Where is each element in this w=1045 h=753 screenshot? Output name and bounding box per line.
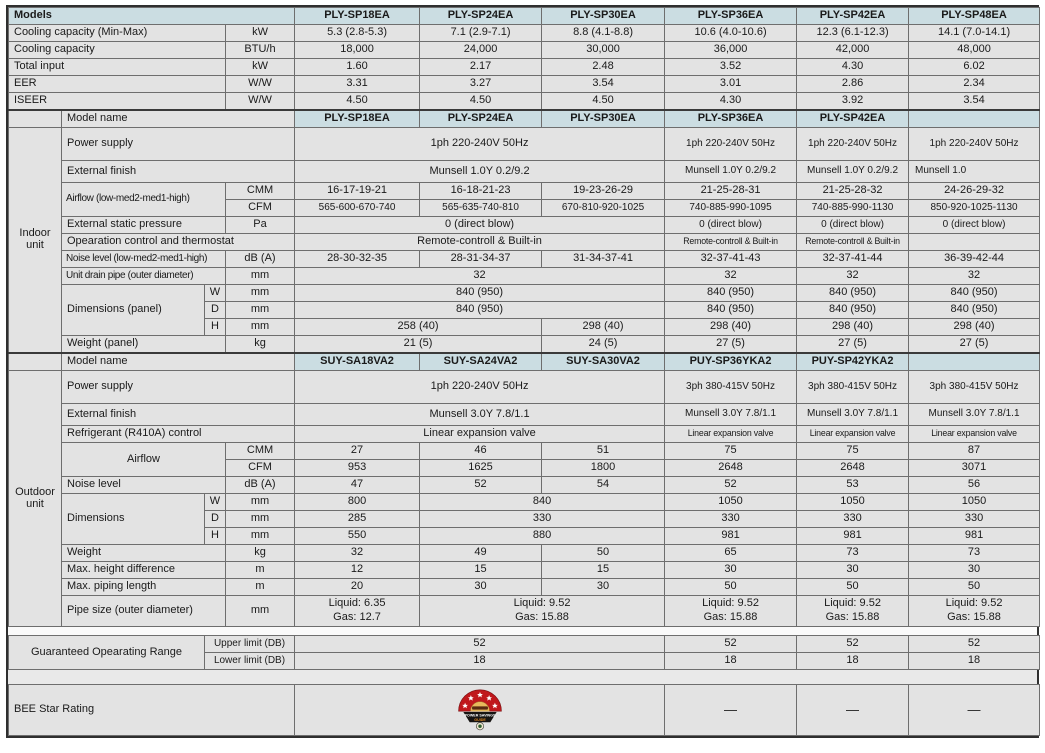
- value-cell: 52: [420, 477, 542, 494]
- value-cell: 3.01: [665, 76, 797, 93]
- value-cell: Remote-controll & Built-in: [665, 234, 797, 251]
- range-label-cell: Guaranteed Opearating Range: [9, 636, 205, 670]
- table-row: [9, 128, 1040, 161]
- section-divider: [8, 670, 1037, 684]
- section-divider: [8, 627, 1037, 635]
- value-cell: 30: [420, 579, 542, 596]
- value-cell: 2.34: [909, 76, 1040, 93]
- table-row: [9, 25, 1040, 42]
- value-cell: 21-25-28-32: [797, 183, 909, 200]
- table-row: [9, 59, 1040, 76]
- value-cell: 27 (5): [909, 336, 1040, 354]
- value-cell: 0 (direct blow): [909, 217, 1040, 234]
- value-cell: 1ph 220-240V 50Hz: [909, 128, 1040, 161]
- unit-cell: m: [226, 579, 295, 596]
- value-cell: 18: [797, 653, 909, 670]
- value-cell: Munsell 3.0Y 7.8/1.1: [295, 404, 665, 426]
- value-cell: 285: [295, 511, 420, 528]
- pipe-liquid: Liquid: 9.52: [945, 597, 1003, 610]
- value-cell: 30: [797, 562, 909, 579]
- value-cell: 0 (direct blow): [797, 217, 909, 234]
- value-cell: 21 (5): [295, 336, 542, 354]
- unit-cell: mm: [226, 596, 295, 627]
- value-cell: 52: [797, 636, 909, 653]
- value-cell: 24 (5): [542, 336, 665, 354]
- value-cell: 850-920-1025-1130: [909, 200, 1040, 217]
- value-cell: 2648: [797, 460, 909, 477]
- row-label-cell: Noise level: [62, 477, 226, 494]
- value-cell: [797, 596, 909, 627]
- value-cell: 30: [665, 562, 797, 579]
- value-cell: 3.54: [542, 76, 665, 93]
- value-cell: 75: [665, 443, 797, 460]
- row-label-cell: Refrigerant (R410A) control: [62, 426, 295, 443]
- row-label-cell: Max. piping length: [62, 579, 226, 596]
- model-name-cell: PLY-SP42EA: [797, 110, 909, 128]
- value-cell: 1.60: [295, 59, 420, 76]
- value-cell: 15: [420, 562, 542, 579]
- value-cell: 3.54: [909, 93, 1040, 111]
- value-cell: 3.92: [797, 93, 909, 111]
- value-cell: [909, 596, 1040, 627]
- value-cell: 21-25-28-31: [665, 183, 797, 200]
- value-cell: 3ph 380-415V 50Hz: [909, 371, 1040, 404]
- table-row: [9, 477, 1040, 494]
- value-cell: 27 (5): [665, 336, 797, 354]
- value-cell: 4.50: [295, 93, 420, 111]
- row-label-cell: Max. height difference: [62, 562, 226, 579]
- value-cell: 840 (950): [797, 285, 909, 302]
- value-cell: 53: [797, 477, 909, 494]
- value-cell: 4.30: [797, 59, 909, 76]
- value-cell: 52: [665, 477, 797, 494]
- dim-axis-cell: W: [205, 494, 226, 511]
- table-row: [9, 268, 1040, 285]
- row-label-cell: Model name: [62, 353, 295, 371]
- value-cell: 981: [909, 528, 1040, 545]
- unit-cell: mm: [226, 494, 295, 511]
- unit-cell: mm: [226, 511, 295, 528]
- indoor-model-row: [9, 110, 1040, 128]
- blank-cell: [909, 234, 1040, 251]
- unit-cell: CMM: [226, 443, 295, 460]
- unit-cell: mm: [226, 285, 295, 302]
- model-name-cell: [909, 110, 1040, 128]
- models-header-row: [9, 8, 1040, 25]
- value-cell: 46: [420, 443, 542, 460]
- table-row: [9, 93, 1040, 111]
- value-cell: 49: [420, 545, 542, 562]
- value-cell: 2648: [665, 460, 797, 477]
- value-cell: 24-26-29-32: [909, 183, 1040, 200]
- value-cell: [420, 596, 665, 627]
- value-cell: 298 (40): [909, 319, 1040, 336]
- value-cell: 18: [295, 653, 665, 670]
- unit-cell: kW: [226, 25, 295, 42]
- dash-cell: —: [665, 685, 797, 736]
- table-row: [9, 404, 1040, 426]
- value-cell: 880: [420, 528, 665, 545]
- value-cell: Remote-controll & Built-in: [295, 234, 665, 251]
- bee-label-cell: BEE Star Rating: [9, 685, 295, 736]
- unit-cell: kW: [226, 59, 295, 76]
- value-cell: 52: [665, 636, 797, 653]
- table-row: [9, 545, 1040, 562]
- row-label-cell: Total input: [9, 59, 226, 76]
- value-cell: 330: [797, 511, 909, 528]
- row-label-cell: External finish: [62, 161, 295, 183]
- value-cell: 840 (950): [665, 285, 797, 302]
- unit-cell: kg: [226, 336, 295, 354]
- row-label-cell: Power supply: [62, 128, 295, 161]
- value-cell: 0 (direct blow): [665, 217, 797, 234]
- logo-line2: GUIDE: [473, 718, 486, 723]
- value-cell: 800: [295, 494, 420, 511]
- table-row: [9, 596, 1040, 627]
- value-cell: 47: [295, 477, 420, 494]
- table-row: [9, 217, 1040, 234]
- value-cell: 3ph 380-415V 50Hz: [665, 371, 797, 404]
- unit-cell: BTU/h: [226, 42, 295, 59]
- value-cell: 30,000: [542, 42, 665, 59]
- bee-rating-table: [8, 684, 1040, 736]
- pipe-liquid: Liquid: 6.35: [328, 597, 386, 610]
- table-row: [9, 494, 1040, 511]
- table-row: [9, 285, 1040, 302]
- row-label-cell: Lower limit (DB): [205, 653, 295, 670]
- value-cell: 840: [420, 494, 665, 511]
- value-cell: 50: [665, 579, 797, 596]
- model-name-cell: PUY-SP42YKA2: [797, 353, 909, 371]
- value-cell: 31-34-37-41: [542, 251, 665, 268]
- value-cell: 32: [797, 268, 909, 285]
- model-header-cell: PLY-SP30EA: [542, 8, 665, 25]
- table-row: [9, 42, 1040, 59]
- value-cell: 32-37-41-44: [797, 251, 909, 268]
- value-cell: 32: [295, 268, 665, 285]
- table-row: [9, 234, 1040, 251]
- row-label-cell: Opearation control and thermostat: [62, 234, 295, 251]
- unit-cell: CFM: [226, 200, 295, 217]
- value-cell: 42,000: [797, 42, 909, 59]
- row-label-cell: Airflow: [62, 443, 226, 477]
- dim-axis-cell: D: [205, 511, 226, 528]
- value-cell: 16-17-19-21: [295, 183, 420, 200]
- model-header-cell: PLY-SP42EA: [797, 8, 909, 25]
- unit-cell: CMM: [226, 183, 295, 200]
- table-row: [9, 161, 1040, 183]
- table-row: [9, 371, 1040, 404]
- model-name-cell: PLY-SP18EA: [295, 110, 420, 128]
- value-cell: 4.50: [542, 93, 665, 111]
- value-cell: 740-885-990-1130: [797, 200, 909, 217]
- value-cell: 1050: [797, 494, 909, 511]
- value-cell: 18,000: [295, 42, 420, 59]
- value-cell: 36,000: [665, 42, 797, 59]
- outdoor-model-row: [9, 353, 1040, 371]
- value-cell: 1ph 220-240V 50Hz: [295, 128, 665, 161]
- value-cell: 1800: [542, 460, 665, 477]
- value-cell: 50: [542, 545, 665, 562]
- unit-cell: W/W: [226, 76, 295, 93]
- value-cell: 24,000: [420, 42, 542, 59]
- value-cell: [665, 596, 797, 627]
- row-label-cell: Noise level (low-med2-med1-high): [62, 251, 226, 268]
- value-cell: 258 (40): [295, 319, 542, 336]
- value-cell: 1ph 220-240V 50Hz: [295, 371, 665, 404]
- value-cell: 30: [909, 562, 1040, 579]
- value-cell: 52: [295, 636, 665, 653]
- pipe-liquid: Liquid: 9.52: [702, 597, 759, 610]
- value-cell: Munsell 1.0: [909, 161, 1040, 183]
- value-cell: 565-635-740-810: [420, 200, 542, 217]
- value-cell: 840 (950): [665, 302, 797, 319]
- unit-cell: CFM: [226, 460, 295, 477]
- value-cell: 1050: [909, 494, 1040, 511]
- table-row: [9, 76, 1040, 93]
- table-row: [9, 251, 1040, 268]
- model-name-cell: SUY-SA24VA2: [420, 353, 542, 371]
- value-cell: 32: [295, 545, 420, 562]
- spec-table: [8, 7, 1040, 627]
- model-name-cell: [909, 353, 1040, 371]
- value-cell: 36-39-42-44: [909, 251, 1040, 268]
- value-cell: 6.02: [909, 59, 1040, 76]
- value-cell: 2.17: [420, 59, 542, 76]
- value-cell: 3ph 380-415V 50Hz: [797, 371, 909, 404]
- value-cell: 4.30: [665, 93, 797, 111]
- value-cell: Remote-controll & Built-in: [797, 234, 909, 251]
- value-cell: 28-30-32-35: [295, 251, 420, 268]
- table-row: [9, 336, 1040, 354]
- bee-logo-cell: [295, 685, 665, 736]
- row-label-cell: Weight (panel): [62, 336, 226, 354]
- row-label-cell: Dimensions (panel): [62, 285, 205, 336]
- value-cell: 330: [909, 511, 1040, 528]
- value-cell: 32-37-41-43: [665, 251, 797, 268]
- value-cell: 19-23-26-29: [542, 183, 665, 200]
- dim-axis-cell: D: [205, 302, 226, 319]
- pipe-gas: Gas: 15.88: [515, 611, 569, 623]
- unit-cell: dB (A): [226, 251, 295, 268]
- value-cell: 18: [909, 653, 1040, 670]
- blank-cell: [9, 110, 62, 128]
- row-label-cell: EER: [9, 76, 226, 93]
- value-cell: 16-18-21-23: [420, 183, 542, 200]
- value-cell: 3.31: [295, 76, 420, 93]
- table-row: [9, 636, 1040, 653]
- pipe-gas: Gas: 12.7: [333, 611, 381, 623]
- value-cell: 981: [797, 528, 909, 545]
- value-cell: [295, 596, 420, 627]
- value-cell: Munsell 1.0Y 0.2/9.2: [295, 161, 665, 183]
- value-cell: 32: [909, 268, 1040, 285]
- value-cell: Munsell 3.0Y 7.8/1.1: [665, 404, 797, 426]
- model-name-cell: PUY-SP36YKA2: [665, 353, 797, 371]
- row-label-cell: Pipe size (outer diameter): [62, 596, 226, 627]
- value-cell: Munsell 1.0Y 0.2/9.2: [665, 161, 797, 183]
- dash-cell: —: [909, 685, 1040, 736]
- value-cell: 20: [295, 579, 420, 596]
- row-label-cell: Weight: [62, 545, 226, 562]
- value-cell: 840 (950): [909, 285, 1040, 302]
- dim-axis-cell: W: [205, 285, 226, 302]
- table-row: [9, 579, 1040, 596]
- value-cell: 1050: [665, 494, 797, 511]
- row-label-cell: External static pressure: [62, 217, 226, 234]
- model-name-cell: PLY-SP30EA: [542, 110, 665, 128]
- pipe-liquid: Liquid: 9.52: [824, 597, 881, 610]
- value-cell: Linear expansion valve: [295, 426, 665, 443]
- table-row: [9, 562, 1040, 579]
- value-cell: 953: [295, 460, 420, 477]
- pipe-gas: Gas: 15.88: [947, 611, 1001, 623]
- value-cell: 1ph 220-240V 50Hz: [665, 128, 797, 161]
- model-name-cell: PLY-SP24EA: [420, 110, 542, 128]
- pipe-gas: Gas: 15.88: [703, 611, 758, 623]
- model-name-cell: PLY-SP36EA: [665, 110, 797, 128]
- dim-axis-cell: H: [205, 528, 226, 545]
- value-cell: 330: [420, 511, 665, 528]
- value-cell: 8.8 (4.1-8.8): [542, 25, 665, 42]
- value-cell: 15: [542, 562, 665, 579]
- operating-range-table: [8, 635, 1040, 670]
- dash-cell: —: [797, 685, 909, 736]
- value-cell: 740-885-990-1095: [665, 200, 797, 217]
- unit-cell: mm: [226, 268, 295, 285]
- value-cell: 3.52: [665, 59, 797, 76]
- row-label-cell: External finish: [62, 404, 295, 426]
- row-label-cell: Power supply: [62, 371, 295, 404]
- model-header-cell: PLY-SP24EA: [420, 8, 542, 25]
- blank-cell: [9, 353, 62, 371]
- value-cell: Munsell 3.0Y 7.8/1.1: [797, 404, 909, 426]
- model-header-cell: PLY-SP36EA: [665, 8, 797, 25]
- value-cell: 330: [665, 511, 797, 528]
- indoor-unit-section-label: Indoor unit: [9, 128, 62, 354]
- logo-line1: POWER SAVINGS: [464, 713, 495, 718]
- value-cell: 2.86: [797, 76, 909, 93]
- value-cell: 28-31-34-37: [420, 251, 542, 268]
- value-cell: 54: [542, 477, 665, 494]
- value-cell: Munsell 1.0Y 0.2/9.2: [797, 161, 909, 183]
- row-label-cell: Cooling capacity (Min-Max): [9, 25, 226, 42]
- value-cell: Munsell 3.0Y 7.8/1.1: [909, 404, 1040, 426]
- models-label: Models: [9, 8, 295, 25]
- value-cell: 2.48: [542, 59, 665, 76]
- value-cell: 50: [797, 579, 909, 596]
- unit-cell: dB (A): [226, 477, 295, 494]
- power-savings-guide-icon: [455, 685, 505, 731]
- value-cell: 981: [665, 528, 797, 545]
- unit-cell: kg: [226, 545, 295, 562]
- value-cell: 565-600-670-740: [295, 200, 420, 217]
- model-header-cell: PLY-SP18EA: [295, 8, 420, 25]
- unit-cell: Pa: [226, 217, 295, 234]
- row-label-cell: Cooling capacity: [9, 42, 226, 59]
- value-cell: 12.3 (6.1-12.3): [797, 25, 909, 42]
- value-cell: 5.3 (2.8-5.3): [295, 25, 420, 42]
- value-cell: 298 (40): [542, 319, 665, 336]
- value-cell: 0 (direct blow): [295, 217, 665, 234]
- value-cell: 52: [909, 636, 1040, 653]
- unit-cell: m: [226, 562, 295, 579]
- value-cell: 550: [295, 528, 420, 545]
- value-cell: 3071: [909, 460, 1040, 477]
- value-cell: 670-810-920-1025: [542, 200, 665, 217]
- outdoor-unit-section-label: Outdoor unit: [9, 371, 62, 627]
- value-cell: 65: [665, 545, 797, 562]
- value-cell: 27 (5): [797, 336, 909, 354]
- model-header-cell: PLY-SP48EA: [909, 8, 1040, 25]
- value-cell: 73: [797, 545, 909, 562]
- value-cell: 51: [542, 443, 665, 460]
- value-cell: 298 (40): [665, 319, 797, 336]
- value-cell: 10.6 (4.0-10.6): [665, 25, 797, 42]
- model-name-cell: SUY-SA18VA2: [295, 353, 420, 371]
- dim-axis-cell: H: [205, 319, 226, 336]
- value-cell: 87: [909, 443, 1040, 460]
- pipe-liquid: Liquid: 9.52: [513, 597, 571, 610]
- table-row: [9, 685, 1040, 736]
- row-label-cell: Airflow (low-med2-med1-high): [62, 183, 226, 217]
- value-cell: 3.27: [420, 76, 542, 93]
- value-cell: 32: [665, 268, 797, 285]
- value-cell: 56: [909, 477, 1040, 494]
- value-cell: 1ph 220-240V 50Hz: [797, 128, 909, 161]
- value-cell: 73: [909, 545, 1040, 562]
- unit-cell: mm: [226, 528, 295, 545]
- table-row: [9, 443, 1040, 460]
- value-cell: 30: [542, 579, 665, 596]
- value-cell: 27: [295, 443, 420, 460]
- value-cell: 48,000: [909, 42, 1040, 59]
- value-cell: 12: [295, 562, 420, 579]
- unit-cell: W/W: [226, 93, 295, 111]
- value-cell: 75: [797, 443, 909, 460]
- value-cell: 50: [909, 579, 1040, 596]
- value-cell: 840 (950): [295, 285, 665, 302]
- table-row: [9, 183, 1040, 200]
- value-cell: 840 (950): [909, 302, 1040, 319]
- value-cell: 4.50: [420, 93, 542, 111]
- value-cell: Linear expansion valve: [797, 426, 909, 443]
- value-cell: 840 (950): [797, 302, 909, 319]
- row-label-cell: ISEER: [9, 93, 226, 111]
- value-cell: 18: [665, 653, 797, 670]
- value-cell: Linear expansion valve: [909, 426, 1040, 443]
- row-label-cell: Dimensions: [62, 494, 205, 545]
- pipe-gas: Gas: 15.88: [825, 611, 880, 623]
- spec-sheet: [6, 5, 1039, 738]
- value-cell: 840 (950): [295, 302, 665, 319]
- table-row: [9, 426, 1040, 443]
- unit-cell: mm: [226, 302, 295, 319]
- model-name-cell: SUY-SA30VA2: [542, 353, 665, 371]
- value-cell: 1625: [420, 460, 542, 477]
- value-cell: Linear expansion valve: [665, 426, 797, 443]
- row-label-cell: Upper limit (DB): [205, 636, 295, 653]
- row-label-cell: Unit drain pipe (outer diameter): [62, 268, 226, 285]
- value-cell: 14.1 (7.0-14.1): [909, 25, 1040, 42]
- value-cell: 298 (40): [797, 319, 909, 336]
- unit-cell: mm: [226, 319, 295, 336]
- row-label-cell: Model name: [62, 110, 295, 128]
- value-cell: 7.1 (2.9-7.1): [420, 25, 542, 42]
